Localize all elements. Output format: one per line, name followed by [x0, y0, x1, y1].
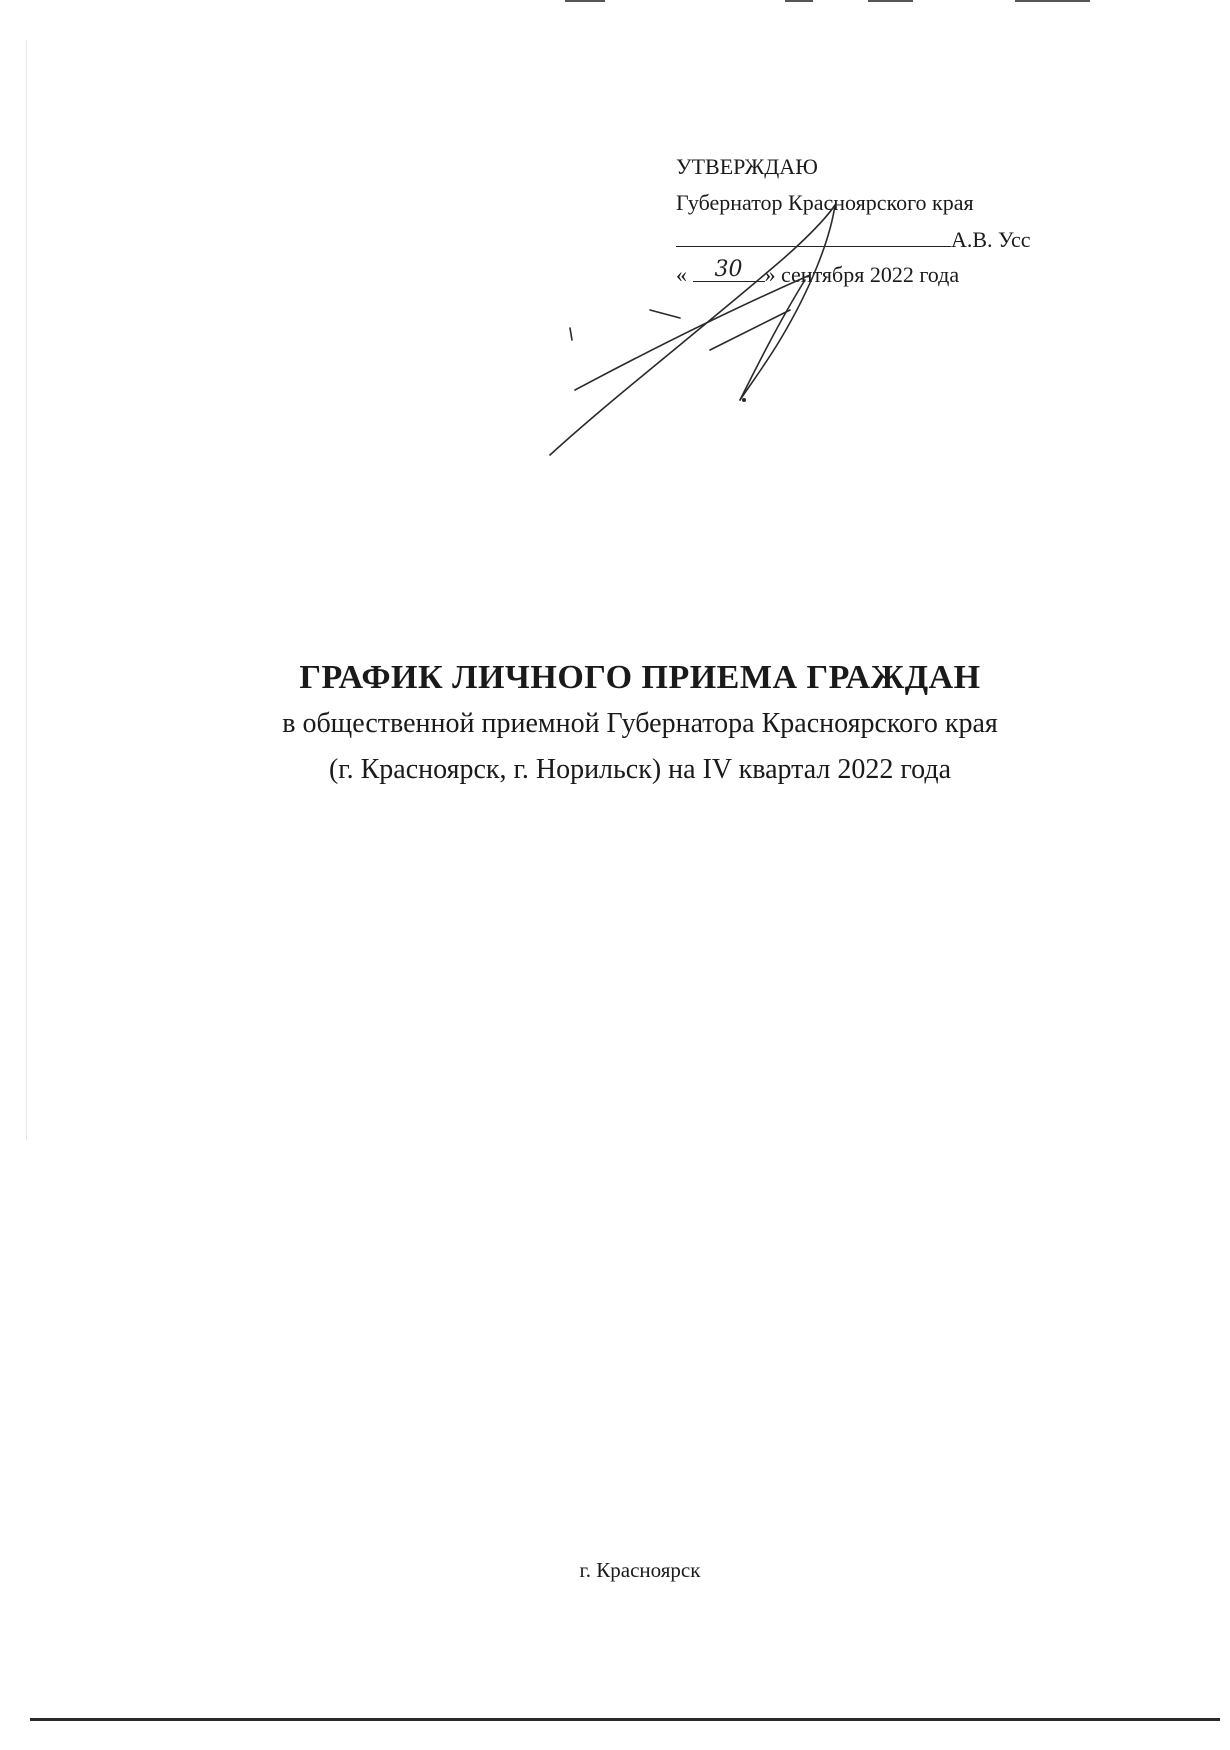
approval-date [676, 258, 1096, 294]
scan-artifact-line [565, 0, 605, 2]
approval-heading: УТВЕРЖДАЮ [676, 154, 818, 179]
date-day-field [693, 259, 765, 282]
scan-artifact-line [785, 0, 813, 2]
scan-artifact-line [1015, 0, 1090, 2]
approval-block [676, 150, 1096, 294]
document-subtitle-line-1: в общественной приемной Губернатора Красноярского края [282, 708, 998, 739]
date-rest: » сентября 2022 года [764, 262, 960, 287]
date-day-handwritten: 30 [714, 257, 743, 282]
document-title: ГРАФИК ЛИЧНОГО ПРИЕМА ГРАЖДАН [299, 659, 981, 696]
document-title-block [0, 655, 1230, 793]
signature-underline [676, 222, 951, 247]
approval-position: Губернатор Красноярского края [676, 190, 974, 215]
footer-city: г. Красноярск [579, 1558, 701, 1582]
scan-artifact-line [868, 0, 913, 2]
document-subtitle-line-2: (г. Красноярск, г. Норильск) на IV квартал 2022 года [328, 754, 951, 785]
scan-artifact-bottom-line [30, 1718, 1220, 1721]
approval-signatory: А.В. Усс [951, 227, 1031, 252]
date-open-quote: « [676, 262, 687, 287]
scan-artifact-edge [26, 40, 27, 1140]
